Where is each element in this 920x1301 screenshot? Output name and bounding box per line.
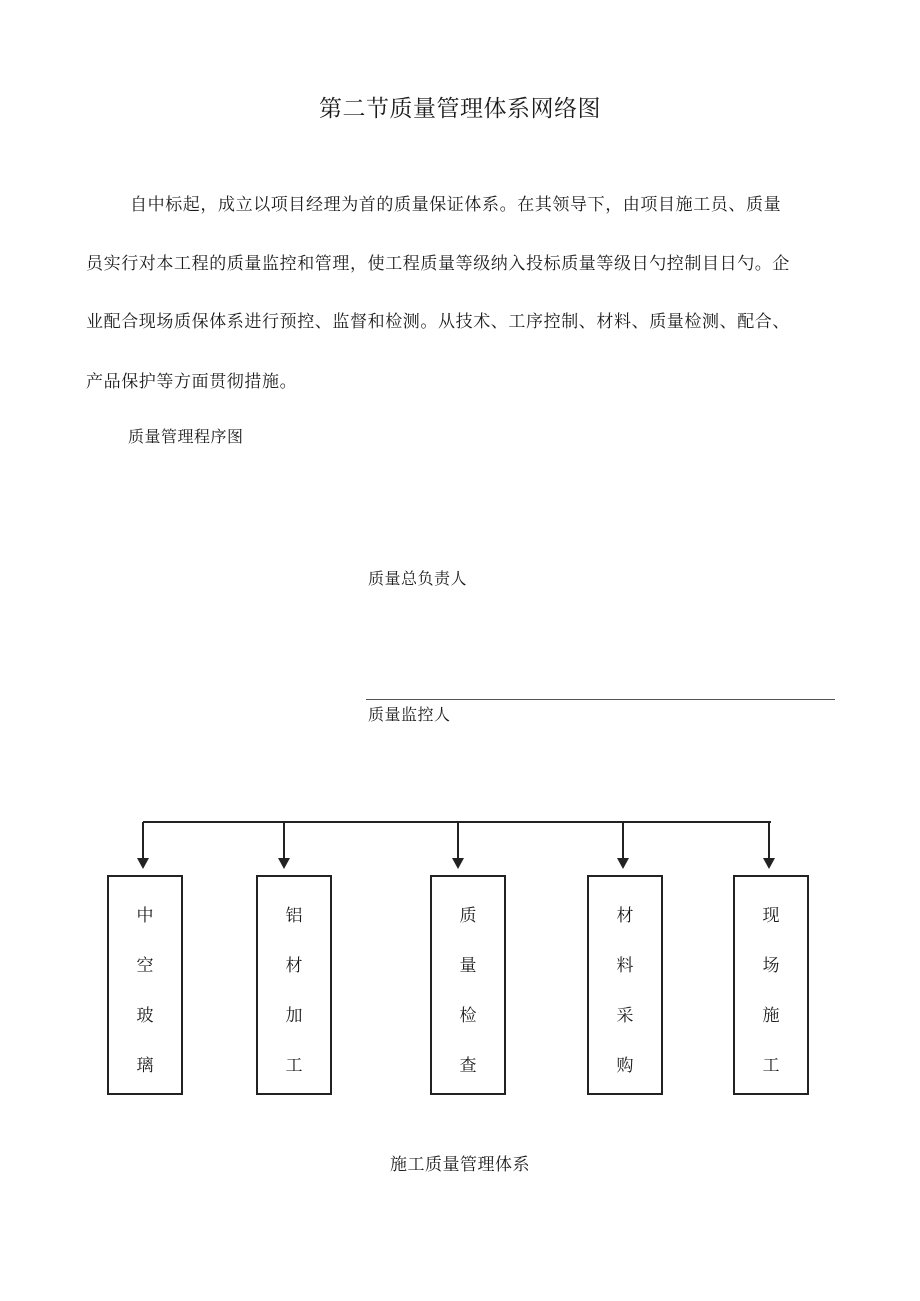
box-char: 材 — [616, 906, 634, 926]
box-char: 查 — [459, 1056, 477, 1076]
box-char: 工 — [762, 1056, 780, 1076]
box-char: 加 — [285, 1006, 303, 1026]
dept-box-site-construction — [733, 875, 809, 1095]
box-char: 采 — [616, 1006, 634, 1026]
box-char: 量 — [459, 956, 477, 976]
box-char: 璃 — [136, 1056, 154, 1076]
box-char: 现 — [762, 906, 780, 926]
dept-box-material-procurement — [587, 875, 663, 1095]
page-title: 第二节质量管理体系网络图 — [319, 96, 601, 122]
box-char: 材 — [285, 956, 303, 976]
box-char: 玻 — [136, 1006, 154, 1026]
connector-arrow-3 — [452, 822, 464, 869]
connector-arrow-1 — [137, 822, 149, 869]
box-char: 购 — [616, 1056, 634, 1076]
paragraph-line-1: 自中标起，成立以项目经理为首的质量保证体系。在其领导下，由项目施工员、质量 — [130, 195, 782, 215]
box-char: 铝 — [285, 906, 303, 926]
box-char: 空 — [136, 956, 154, 976]
paragraph-line-3: 业配合现场质保体系进行预控、监督和检测。从技术、工序控制、材料、质量检测、配合、 — [86, 312, 790, 332]
dept-box-quality-inspection — [430, 875, 506, 1095]
top-role-label: 质量总负责人 — [368, 569, 468, 588]
box-char: 施 — [762, 1006, 780, 1026]
box-char: 工 — [285, 1056, 303, 1076]
box-char: 场 — [762, 956, 780, 976]
box-char: 中 — [136, 906, 154, 926]
subheading: 质量管理程序图 — [128, 427, 244, 446]
connector-arrow-4 — [617, 822, 629, 869]
diagram-caption: 施工质量管理体系 — [390, 1155, 530, 1175]
paragraph-line-2: 员实行对本工程的质量监控和管理，使工程质量等级纳入投标质量等级日勺控制目日勺。企 — [86, 254, 790, 274]
connector-arrow-2 — [278, 822, 290, 869]
box-char: 质 — [459, 906, 477, 926]
box-char: 检 — [459, 1006, 477, 1026]
mid-role-label: 质量监控人 — [368, 705, 451, 724]
box-char: 料 — [616, 956, 634, 976]
connector-arrow-5 — [763, 822, 775, 869]
dept-box-aluminum-processing — [256, 875, 332, 1095]
paragraph-line-4: 产品保护等方面贯彻措施。 — [86, 372, 298, 392]
dept-box-hollow-glass — [107, 875, 183, 1095]
